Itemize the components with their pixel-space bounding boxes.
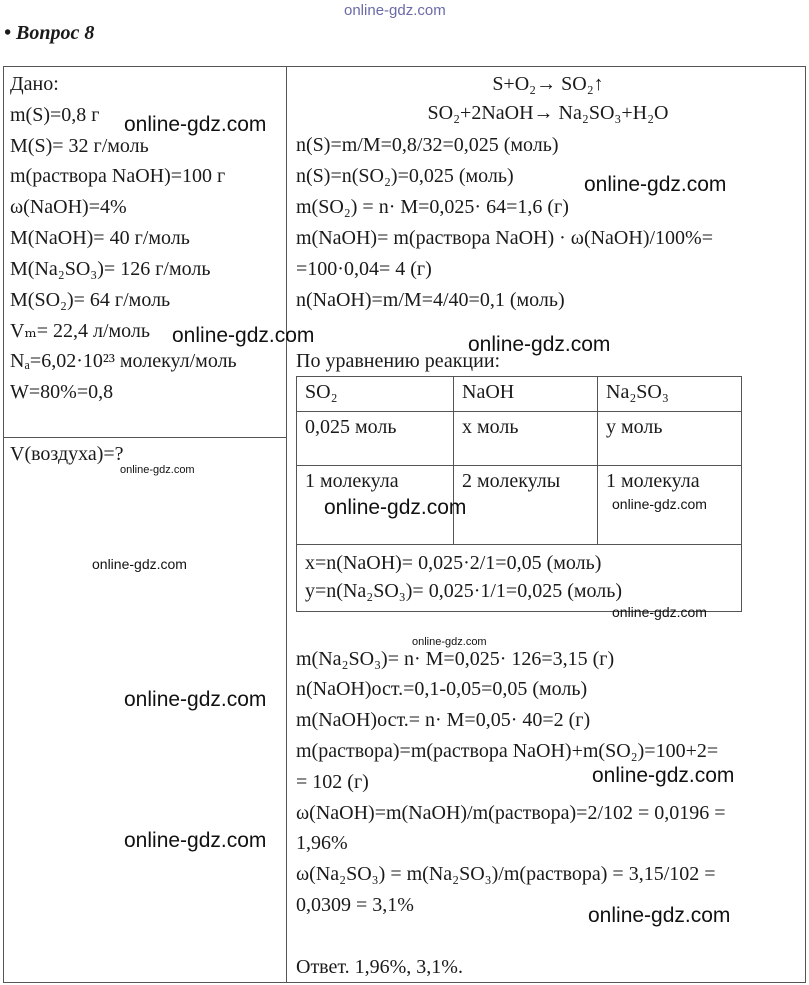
result-line: x=n(NaOH)= 0,025·2/1=0,05 (моль) [305,552,602,574]
equation-1: S+O₂→ SO₂↑ [492,73,604,95]
column-divider [286,66,287,983]
table-row [297,377,742,412]
table-header-cell: SO₂ [297,377,454,412]
watermark: online-gdz.com [124,113,267,136]
table-cell: x моль [454,412,598,466]
given-line: M(S)= 32 г/моль [10,135,149,157]
given-line: m(S)=0,8 г [10,104,100,126]
given-line: W=80%=0,8 [10,381,114,403]
equation-2: SO₂+2NaOH→ Na₂SO₃+H₂O [427,102,669,124]
watermark: online-gdz.com [172,324,315,347]
given-line: ω(NaOH)=4% [10,196,127,218]
given-header: Дано: [10,73,59,95]
table-header-cell: Na₂SO₃ [598,377,742,412]
given-find-divider [3,437,287,438]
calc-line: n(NaOH)=m/M=4/40=0,1 (моль) [296,289,565,311]
given-line: M(SO₂)= 64 г/моль [10,289,171,311]
table-cell: 0,025 моль [297,412,454,466]
watermark: online-gdz.com [120,464,195,476]
calc-line: n(S)=n(SO₂)=0,025 (моль) [296,165,514,187]
given-line: Nₐ=6,02·10²³ молекул/моль [10,350,237,372]
table-cell: 1 молекула [297,466,454,545]
watermark: online-gdz.com [92,556,187,572]
calc-line: m(NaOH)ост.= n· M=0,05· 40=2 (г) [296,709,591,731]
calc-line: m(Na₂SO₃)= n· M=0,025· 126=3,15 (г) [296,648,615,670]
calc-line: =100·0,04= 4 (г) [296,258,432,280]
given-line: M(Na₂SO₃)= 126 г/моль [10,258,211,280]
given-line: m(раствора NaOH)=100 г [10,165,226,187]
watermark: online-gdz.com [584,173,727,196]
top-watermark: online-gdz.com [344,2,446,19]
calc-line: 1,96% [296,832,348,854]
table-result-cell [297,545,742,612]
watermark: online-gdz.com [588,904,731,927]
question-title: • Вопрос 8 [4,22,95,44]
reaction-table [296,376,742,612]
watermark: online-gdz.com [124,688,267,711]
answer-line: Ответ. 1,96%, 3,1%. [296,956,463,978]
find-line: V(воздуха)=? [10,443,124,465]
calc-line: n(NaOH)ост.=0,1-0,05=0,05 (моль) [296,678,588,700]
calc-line: = 102 (г) [296,771,369,793]
watermark: online-gdz.com [324,496,467,519]
table-row [297,412,742,466]
watermark: online-gdz.com [612,604,707,620]
table-cell: y моль [598,412,742,466]
table-cell: 2 молекулы [454,466,598,545]
calc-line: По уравнению реакции: [296,350,501,372]
calc-line: ω(NaOH)=m(NaOH)/m(раствора)=2/102 = 0,0196 = [296,802,726,824]
table-header-cell: NaOH [454,377,598,412]
result-line: y=n(Na₂SO₃)= 0,025·1/1=0,025 (моль) [305,580,623,602]
given-line: Vₘ= 22,4 л/моль [10,320,151,342]
calc-line: 0,0309 = 3,1% [296,894,414,916]
watermark: online-gdz.com [412,636,487,648]
watermark: online-gdz.com [468,333,611,356]
calc-line: m(раствора)=m(раствора NaOH)+m(SO₂)=100+2= [296,740,719,762]
watermark: online-gdz.com [592,764,735,787]
calc-line: n(S)=m/M=0,8/32=0,025 (моль) [296,134,559,156]
table-row [297,545,742,612]
calc-line: m(SO₂) = n· M=0,025· 64=1,6 (г) [296,196,569,218]
calc-line: m(NaOH)= m(раствора NaOH) · ω(NaOH)/100%= [296,227,713,249]
given-line: M(NaOH)= 40 г/моль [10,227,190,249]
calc-line: ω(Na₂SO₃) = m(Na₂SO₃)/m(раствора) = 3,15/102 = [296,863,716,885]
watermark: online-gdz.com [124,829,267,852]
watermark: online-gdz.com [612,496,707,512]
table-cell: 1 молекула [598,466,742,545]
